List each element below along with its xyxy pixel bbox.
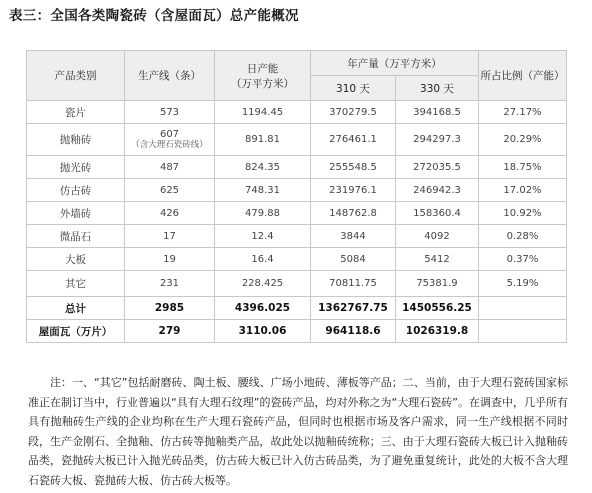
- cell-category: 仿古砖: [27, 179, 125, 202]
- table-row: [27, 248, 567, 271]
- cell-330: 272035.5: [396, 156, 479, 179]
- cell-lines-note: （含大理石瓷砖线）: [131, 139, 208, 150]
- cell-lines: 231: [125, 271, 215, 297]
- header-310-days: 310 天: [311, 76, 396, 101]
- cell-lines-value: 607: [159, 128, 180, 140]
- cell-category: 大板: [27, 248, 125, 271]
- cell-daily: 479.88: [215, 202, 311, 225]
- cell-share: 10.92%: [479, 202, 567, 225]
- roof-tile-daily: 3110.06: [215, 320, 311, 343]
- total-330: 1450556.25: [396, 297, 479, 320]
- cell-310: 5084: [311, 248, 396, 271]
- cell-330: 246942.3: [396, 179, 479, 202]
- header-annual-output: 年产量（万平方米）: [311, 51, 479, 76]
- header-share: 所占比例（产能）: [479, 51, 567, 101]
- roof-tile-310: 964118.6: [311, 320, 396, 343]
- header-daily-capacity: [215, 51, 311, 101]
- cell-category: 抛光砖: [27, 156, 125, 179]
- cell-lines: 17: [125, 225, 215, 248]
- cell-share: 27.17%: [479, 101, 567, 124]
- total-share: [479, 297, 567, 320]
- cell-310: 70811.75: [311, 271, 396, 297]
- cell-daily: 891.81: [215, 124, 311, 156]
- cell-310: 370279.5: [311, 101, 396, 124]
- cell-lines: 487: [125, 156, 215, 179]
- cell-share: 18.75%: [479, 156, 567, 179]
- roof-tile-330: 1026319.8: [396, 320, 479, 343]
- cell-330: 394168.5: [396, 101, 479, 124]
- cell-310: 255548.5: [311, 156, 396, 179]
- cell-category: 微晶石: [27, 225, 125, 248]
- cell-310: 148762.8: [311, 202, 396, 225]
- total-label: 总计: [27, 297, 125, 320]
- total-310: 1362767.75: [311, 297, 396, 320]
- roof-tile-label: 屋面瓦（万片）: [27, 320, 125, 343]
- table-title: 表三：全国各类陶瓷砖（含屋面瓦）总产能概况: [9, 8, 299, 24]
- cell-lines: [125, 124, 215, 156]
- cell-daily: 824.35: [215, 156, 311, 179]
- cell-share: 5.19%: [479, 271, 567, 297]
- cell-daily: 16.4: [215, 248, 311, 271]
- cell-share: 20.29%: [479, 124, 567, 156]
- cell-share: 0.28%: [479, 225, 567, 248]
- cell-330: 294297.3: [396, 124, 479, 156]
- roof-tile-row: [27, 320, 567, 343]
- table-row: [27, 271, 567, 297]
- header-daily-unit: （万平方米）: [231, 77, 294, 90]
- cell-daily: 748.31: [215, 179, 311, 202]
- cell-lines: 426: [125, 202, 215, 225]
- cell-lines: 573: [125, 101, 215, 124]
- table-row: [27, 225, 567, 248]
- header-row-top: [27, 51, 567, 76]
- header-330-days: 330 天: [396, 76, 479, 101]
- table-row: [27, 179, 567, 202]
- cell-330: 4092: [396, 225, 479, 248]
- cell-category: 其它: [27, 271, 125, 297]
- header-daily-label: 日产能: [246, 62, 279, 75]
- table-row: [27, 101, 567, 124]
- cell-330: 75381.9: [396, 271, 479, 297]
- cell-lines: 625: [125, 179, 215, 202]
- cell-330: 5412: [396, 248, 479, 271]
- roof-tile-share: [479, 320, 567, 343]
- cell-daily: 1194.45: [215, 101, 311, 124]
- table-row: [27, 124, 567, 156]
- cell-category: 抛釉砖: [27, 124, 125, 156]
- cell-310: 3844: [311, 225, 396, 248]
- capacity-table: [26, 50, 567, 343]
- roof-tile-lines: 279: [125, 320, 215, 343]
- cell-daily: 228.425: [215, 271, 311, 297]
- cell-310: 276461.1: [311, 124, 396, 156]
- table-row: [27, 156, 567, 179]
- cell-share: 0.37%: [479, 248, 567, 271]
- header-category: 产品类别: [27, 51, 125, 101]
- cell-share: 17.02%: [479, 179, 567, 202]
- cell-daily: 12.4: [215, 225, 311, 248]
- header-lines: 生产线（条）: [125, 51, 215, 101]
- total-row: [27, 297, 567, 320]
- total-daily: 4396.025: [215, 297, 311, 320]
- cell-category: 外墙砖: [27, 202, 125, 225]
- table-row: [27, 202, 567, 225]
- cell-category: 瓷片: [27, 101, 125, 124]
- cell-330: 158360.4: [396, 202, 479, 225]
- footnote: 注：一、“其它”包括耐磨砖、陶土板、腰线、广场小地砖、薄板等产品；二、当前，由于大理石瓷砖国家标准正在制订当中，行业普遍以“具有大理石纹理”的瓷砖产品，均对外称之为“大理石瓷砖”。在调查中，几乎所有具有抛釉砖生产线的企业均称在生产大理石瓷砖产品，但同时也根据市场及客户需求，同一生产线根据不同时段，生产金刚石、全抛釉、仿古砖等抛釉类产品，故此处以抛釉砖统称；三、由于大理石瓷砖大板已计入抛釉砖品类，瓷抛砖大板已计入抛光砖品类，仿古砖大板已计入仿古砖品类，为了避免重复统计，此处的大板不含大理石瓷砖大板、瓷抛砖大板、仿古砖大板等。: [28, 376, 568, 487]
- cell-310: 231976.1: [311, 179, 396, 202]
- cell-lines: 19: [125, 248, 215, 271]
- total-lines: 2985: [125, 297, 215, 320]
